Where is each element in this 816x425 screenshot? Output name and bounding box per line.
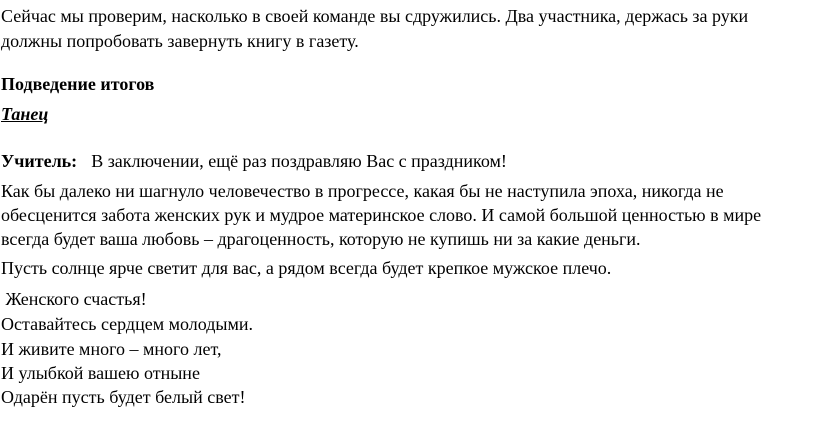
poem-line-5: Одарён пусть будет белый свет! [1,387,246,407]
teacher-line [1,150,507,172]
teacher-speech: В заключении, ещё раз поздравляю Вас с праздником! [91,151,507,171]
intro-line-1: Сейчас мы проверим, насколько в своей команде вы сдружились. Два участника, держась за руки [1,6,749,26]
paragraph1-line-1: Как бы далеко ни шагнуло человечество в прогрессе, какая бы не наступила эпоха, никогда не [1,181,724,201]
paragraph2: Пусть солнце ярче светит для вас, а рядом всегда будет крепкое мужское плечо. [1,258,612,278]
paragraph1-line-2: обесценится забота женских рук и мудрое материнское слово. И самой большой ценностью в мире [1,205,762,225]
intro-line-2: должны попробовать завернуть книгу в газету. [1,31,359,51]
heading-dance: Танец [1,104,49,124]
poem-line-1: Женского счастья! [1,289,147,309]
paragraph1-line-3: всегда будет ваша любовь – драгоценность, которую не купишь ни за какие деньги. [1,229,641,249]
poem-line-3: И живите много – много лет, [1,339,222,359]
poem-line-4: И улыбкой вашею отныне [1,363,200,383]
poem-line-2: Оставайтесь сердцем молодыми. [1,314,253,334]
teacher-label: Учитель: [1,151,78,171]
heading-summary: Подведение итогов [1,74,155,94]
